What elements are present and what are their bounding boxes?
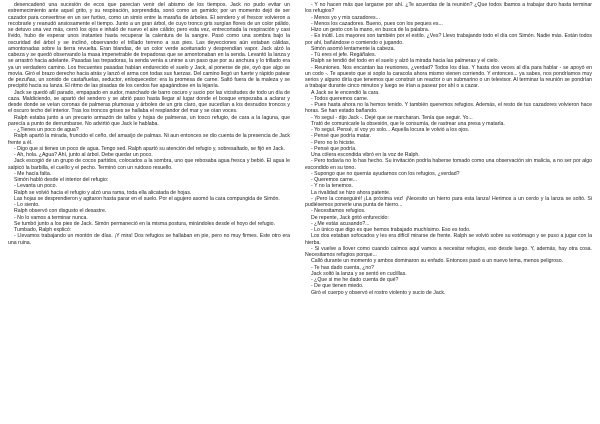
paragraph: De repente, Jack gritó enfurecido: bbox=[311, 214, 389, 221]
paragraph: desencadenó una sucesión de ecos que parecían venir del abismo de los tiempos. Jack no pudo evitar un estremecimiento ante aquel grito, y su respiración, sorprendida, sonó como un gemido; por un momento dejó de ser cazador para convertirse en un ser furtivo, como un simio entre la maraña de árboles. El sendero y el frescor volvieron a recobrarle y reanudó ansiosamente el tiempo. Junto a un gran árbol, de cuyo tronco gris surgían flores de un color pálido, se detuvo una vez más, cerró los ojos e inhaló de nuevo el aire cálido; pero esta vez, entrecortada la respiración y casi lívido, hubo de esperar unos instantes hasta recuperar la calentura de la sangre. Pasó como una sombra bajo la oscuridad del árbol y se inclinó, observando el trillado terreno a sus pies. Las deyecciones aún estaban cálidas, amontonadas sobre la tierra revuelta. Eran blandas, de un color verde aceitunado y desprendían vapor. Jack alzó la cabeza y se quedó observando la masa impenetrable de trepadoras que se amontonaban en la senda. Levantó la lanza y se arrastró hacia adelante. Pasadas las trepadoras, la senda venía a unirse a un paso que por su anchura y lo trillado era ya un verdadero camino. Los frecuentes pasadas habían endurecido el suelo y Jack, al ponerse de pie, oyó que algo se movía. Giró el brazo derecho hacia atrás y lanzó el arma con todas sus fuerzas. Del camino llegó un fuerte y rápido patear de pezuñas, un sonido de castañuelas, seductor, enloquecedor: era la promesa de carne. Saltó fuera de la maleza y se precipitó hacia su lanza. El ritmo de las pisadas de los cerdos fue apagándose en la lejanía. bbox=[8, 2, 290, 90]
paragraph: - Me hacía falta. bbox=[14, 170, 52, 177]
paragraph: - No lo vamos a terminar nunca. bbox=[14, 214, 88, 221]
paragraph: - Menos yo y mis cazadores... bbox=[311, 14, 380, 21]
paragraph: Giró el cuerpo y observó el rostro violento y sucio de Jack. bbox=[311, 289, 446, 296]
paragraph: Jack soltó la lanza y se sentó en cuclillas. bbox=[311, 270, 407, 277]
paragraph: - ¿Tienes un poco de agua? bbox=[14, 127, 79, 133]
paragraph: - Tú eres el jefe. Regáñales. bbox=[311, 52, 377, 58]
paragraph: Ralph observó con disgusto el desastre. bbox=[14, 208, 107, 215]
paragraph: A Jack se le encendió la cara. bbox=[311, 89, 380, 96]
paragraph: - Levanta un poco. bbox=[14, 183, 57, 190]
paragraph: - Pero todavía no lo has hecho. Su invitación podría haberse tomado como una observación sin malicia, a no ser por algo escondido en su tono. bbox=[305, 158, 592, 171]
right-text-column bbox=[305, 2, 592, 296]
paragraph: Jack se quedó allí parado, empapado en sudor, manchado de barro oscuro y sucio por las vicisitudes de todo un día de caza. Maldiciendo, se apartó del sendero y se abrió paso hasta llegar al lugar donde el bosque empezaba a aclarar y desde donde se veían coronas de palmeras plumosas y árboles de un gris claro, que sucedían a los desnudos troncos y el oscuro techo del interior. Tras los troncos grises se hallaba el resplandor del mar y se oían voces. bbox=[8, 89, 290, 115]
paragraph: Ralph estaba junto a un precario armazón de tallos y hojas de palmeras, un tosco refugio, de cara a la laguna, que parecía a punto de derrumbarse. No advirtió que Jack le hablaba. bbox=[8, 114, 290, 127]
paragraph: - ¿Que si me he dado cuenta de qué? bbox=[311, 277, 399, 283]
paragraph: Los dos estaban sofocados y les era difícil mirarse de frente. Ralph se volvió sobre su estómago y se puso a jugar con la hierba. bbox=[305, 233, 592, 246]
paragraph: - Te has dado cuenta, ¿no? bbox=[311, 264, 375, 271]
paragraph: - Pero no lo hiciste. bbox=[311, 139, 356, 146]
paragraph: - Pensé que podría matar. bbox=[311, 133, 371, 140]
paragraph: - Pues hasta ahora no la hemos tenido. Y también queremos refugios. Además, el resto de tus cazadores volvieron hace horas. Se han estado bañando. bbox=[305, 102, 592, 115]
paragraph: Ralph apartó la mirada, fruncido el ceño, del amasijo de palmas. Ni aun entonces se dio cuenta de la presencia de Jack frente a él. bbox=[8, 133, 290, 146]
paragraph: - Reuniones. Nos encantan las reuniones, ¿verdad? Todos los días. Y hasta dos veces al día para hablar - se apoyó en un codo -. Te apuesto que si soplo la caracola ahora mismo vienen corriendo. Y entonces... ya sabes, nos pondríamos muy serios y alguno diría que tenemos que construir un reactor o un submarino o un televisor. Al terminar la reunión se pondrían a trabajar durante cinco minutos y luego se irían a pasear por ahí o a cazar. bbox=[305, 64, 592, 90]
paragraph: - Y no la tenemos. bbox=[311, 183, 353, 190]
paragraph: Se tumbó junto a los pies de Jack. Simón permaneció en la misma postura, mirándoles desde el hoyo del refugio. bbox=[14, 220, 275, 227]
paragraph: La rivalidad se hizo ahora patente. bbox=[311, 189, 391, 196]
paragraph: Ralph se volvió hacia el refugio y alzó una rama, toda ella alicatada de hojas. bbox=[14, 189, 192, 196]
paragraph: Simón asomó lentamente la cabeza. bbox=[311, 45, 395, 52]
paragraph: Las hojas se desprendieron y agitaron hasta parar en el suelo. Por el agujero asomó la cara compungida de Simón. bbox=[14, 195, 280, 202]
paragraph: - Queremos carne... bbox=[311, 177, 358, 183]
paragraph: - Pensé que podría. bbox=[311, 145, 357, 152]
paragraph: - Todos queremos carne. bbox=[311, 95, 369, 102]
paragraph: Calló durante un momento y ambos dominaron su enfado. Entonces pasó a un nuevo tema, menos peligroso. bbox=[311, 258, 564, 265]
paragraph: Tumbado, Ralph explicó: bbox=[14, 227, 72, 233]
paragraph: - Ah, hola. ¿Agua? Ahí, junto al árbol. Debe quedar un poco. bbox=[14, 152, 153, 158]
paragraph: Trató de comunicarle la obsesión, que le consumía, de rastrear una presa y matarla. bbox=[311, 120, 505, 127]
paragraph: - Yo seguí - dijo Jack -. Dejé que se marcharan. Tenía que seguir. Yo... bbox=[311, 114, 473, 121]
paragraph: - De que tienen miedo. bbox=[311, 283, 364, 290]
paragraph: Ralph se tendió del todo en el suelo y alzó la mirada hacia las palmeras y el cielo. bbox=[311, 58, 500, 65]
paragraph: - Si vuelve a llover como cuando caímos aquí vamos a necesitar refugios, eso desde luego. Y, además, hay otra cosa. Necesitamos refugios porque... bbox=[305, 245, 592, 258]
paragraph: - Digo que si tienes un poco de agua. Tengo sed. Ralph apartó su atención del refugio y, sobresaltado, se fijó en Jack. bbox=[14, 145, 285, 152]
paragraph: - Yo seguí. Pensé, sí voy yo solo... Aquella locura le volvió a los ojos. bbox=[311, 127, 470, 133]
paragraph: - Necesitamos refugios. bbox=[311, 208, 366, 215]
paragraph: - Supongo que no querrás ayudarnos con los refugios, ¿verdad? bbox=[311, 170, 460, 177]
paragraph: Una cólera escondida vibró en la voz de Ralph. bbox=[311, 152, 420, 158]
paragraph: - Lo siento. bbox=[14, 202, 40, 208]
paragraph: Simón habló desde el interior del refugio: bbox=[14, 177, 109, 183]
paragraph: - Lo único que digo es que hemos trabajado muchísimo. Eso es todo. bbox=[311, 227, 471, 233]
paragraph: - ¡Pero la conseguiré! ¡La próxima vez! ¡Necesito un hierro para esta lanza! Herimos a un cerdo y la lanza se soltó. Si pudiésemos ponerle una punta de hierro... bbox=[305, 195, 592, 208]
paragraph: Hizo un gesto con la mano, en busca de la palabra. bbox=[311, 27, 430, 33]
paragraph: - Menos los cazadores. Bueno, pues con los peques es... bbox=[311, 20, 443, 27]
paragraph: - Llevamos trabajando un montón de días. ¡Y mira! Dos refugios se hallaban en pie, pero no muy firmes. Este otro era una ruina. bbox=[8, 233, 290, 246]
paragraph: - Es inútil. Los mayores son también por el estilo. ¿Ves? Llevo trabajando todo el día con Simón. Nadie más. Están todos por ahí, bañándose o comiendo o jugando. bbox=[305, 33, 592, 46]
paragraph: - ¿Me estás acusando?... bbox=[311, 220, 370, 227]
paragraph: - Y no hacen más que largarse por ahí. ¿Te acuerdas de la reunión? ¿Que todos íbamos a trabajar duro hasta terminar los refugios? bbox=[305, 2, 592, 15]
paragraph: Jack escogió de un grupo de cocos partidos, colocados a la sombra, uno que rebosaba agua fresca y bebió. El agua le salpicó la barbilla, el cuello y el pecho. Terminó con un ruidoso resuello. bbox=[8, 158, 290, 171]
left-text-column bbox=[8, 2, 290, 246]
